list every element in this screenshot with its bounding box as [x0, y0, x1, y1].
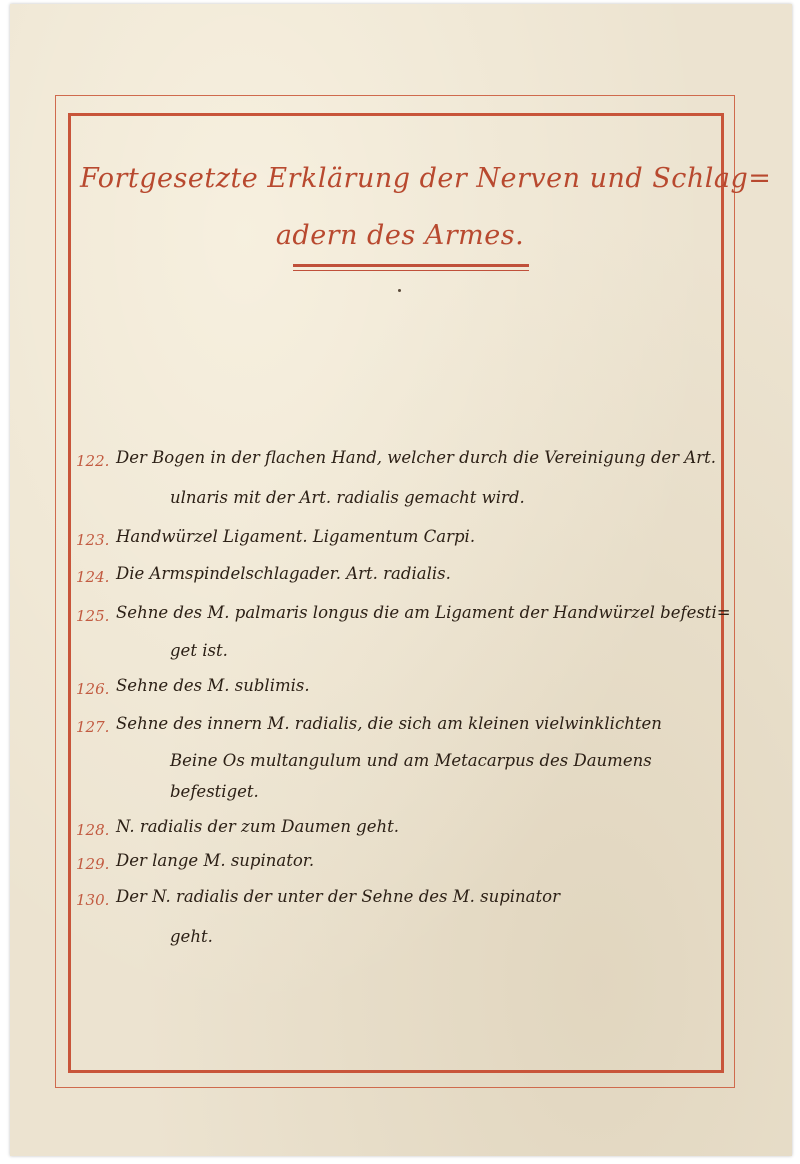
title-underline-thin [293, 270, 529, 271]
title-underline-thick [293, 264, 529, 267]
entry-number-122: 122. [76, 452, 110, 470]
entry-124-line-1: Die Armspindelschlagader. Art. radialis. [116, 564, 451, 583]
entry-122-line-1: Der Bogen in der flachen Hand, welcher durch die Vereinigung der Art. [116, 448, 716, 467]
entry-127-line-3: befestiget. [170, 782, 259, 801]
entry-123-line-1: Handwürzel Ligament. Ligamentum Carpi. [116, 527, 476, 546]
entry-128-line-1: N. radialis der zum Daumen geht. [116, 817, 400, 836]
entry-number-124: 124. [76, 568, 110, 586]
entry-127-line-1: Sehne des innern M. radialis, die sich am kleinen vielwinklichten [116, 714, 662, 733]
entry-number-127: 127. [76, 718, 110, 736]
entry-number-128: 128. [76, 821, 110, 839]
entry-130-line-2: geht. [170, 927, 213, 946]
entry-number-130: 130. [76, 891, 110, 909]
entry-125-line-1: Sehne des M. palmaris longus die am Ligament der Handwürzel befesti= [116, 603, 731, 622]
entry-125-line-2: get ist. [170, 641, 228, 660]
entry-122-line-2: ulnaris mit der Art. radialis gemacht wird. [170, 488, 525, 507]
page-title-line-2: adern des Armes. [275, 220, 525, 251]
entry-127-line-2: Beine Os multangulum und am Metacarpus des Daumens [170, 751, 652, 770]
entry-number-123: 123. [76, 531, 110, 549]
page-title-line-1: Fortgesetzte Erklärung der Nerven und Schlag= [80, 163, 772, 194]
ink-dot [398, 289, 401, 292]
entry-129-line-1: Der lange M. supinator. [116, 851, 315, 870]
inner-border-frame [68, 113, 772, 1073]
entry-126-line-1: Sehne des M. sublimis. [116, 676, 310, 695]
entry-number-126: 126. [76, 680, 110, 698]
entry-number-125: 125. [76, 607, 110, 625]
entry-number-129: 129. [76, 855, 110, 873]
entry-130-line-1: Der N. radialis der unter der Sehne des M. supinator [116, 887, 560, 906]
